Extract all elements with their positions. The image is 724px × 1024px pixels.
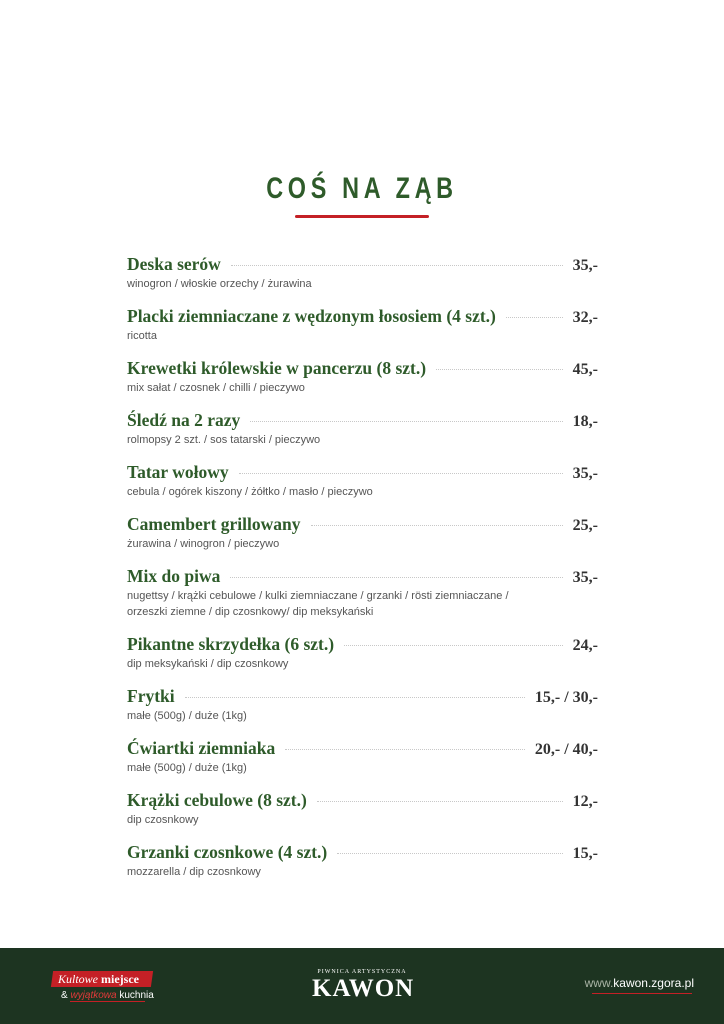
item-name: Deska serów [127,254,221,274]
item-name: Placki ziemniaczane z wędzonym łososiem (4 szt.) [127,306,496,326]
item-name: Krążki cebulowe (8 szt.) [127,790,307,810]
menu-item [127,634,598,672]
kawon-logo: KAWON [312,975,415,1002]
subtagline-amp: & [61,990,68,1001]
item-price: 18,- [572,413,598,430]
menu-item [127,566,598,620]
item-name: Grzanki czosnkowe (4 szt.) [127,842,328,862]
item-description: mozzarella / dip czosnkowy [127,866,261,878]
page-title: COŚ NA ZĄB [266,172,458,205]
dot-leader [317,800,563,802]
dot-leader [230,576,562,578]
dot-leader [185,696,525,698]
item-description: nugettsy / krążki cebulowe / kulki ziemniaczane / grzanki / rösti ziemniaczane / orzeszki ziemne / dip czosnkowy/ dip meksykański [127,590,509,618]
website-link[interactable] [560,976,694,990]
item-price: 35,- [572,257,598,274]
item-price: 32,- [572,309,598,326]
dot-leader [506,316,563,318]
item-name: Mix do piwa [127,566,221,586]
item-description: mix sałat / czosnek / chilli / pieczywo [127,382,305,394]
tagline-italic: Kultowe [58,972,99,986]
title-underline [295,215,429,218]
dot-leader [436,368,563,370]
item-name: Frytki [127,686,175,706]
dot-leader [311,524,563,526]
item-price: 15,- [572,845,598,862]
website-underline [592,993,692,994]
item-price: 20,- / 40,- [534,741,598,758]
item-description: winogron / włoskie orzechy / żurawina [127,278,312,290]
item-name: Śledź na 2 razy [127,410,241,430]
menu-item [127,358,598,396]
website-domain: kawon.zgora.pl [613,976,694,990]
dot-leader [250,420,562,422]
item-price: 25,- [572,517,598,534]
menu-item [127,790,598,828]
subtagline-underline [70,1001,145,1002]
dot-leader [231,264,563,266]
menu-item [127,306,598,344]
dot-leader [285,748,525,750]
menu-item [127,410,598,448]
tagline-bold: miejsce [101,972,139,986]
item-price: 15,- / 30,- [534,689,598,706]
subtagline-red: wyjątkowa [70,990,117,1001]
menu-item [127,738,598,776]
item-price: 12,- [572,793,598,810]
menu-item [127,254,598,292]
item-description: dip czosnkowy [127,814,199,826]
item-name: Ćwiartki ziemniaka [127,738,276,758]
item-description: rolmopsy 2 szt. / sos tatarski / pieczywo [127,434,321,446]
item-name: Tatar wołowy [127,462,229,482]
website-prefix: www. [584,976,614,990]
item-name: Krewetki królewskie w pancerzu (8 szt.) [127,358,427,378]
item-name: Camembert grillowany [127,514,301,534]
item-price: 24,- [572,637,598,654]
menu-list [127,254,598,894]
item-description: dip meksykański / dip czosnkowy [127,658,289,670]
dot-leader [337,852,562,854]
menu-item [127,686,598,724]
item-price: 35,- [572,569,598,586]
item-price: 35,- [572,465,598,482]
item-description: małe (500g) / duże (1kg) [127,710,247,722]
menu-item [127,514,598,552]
logo-subtitle: PIWNICA ARTYSTYCZNA [317,969,407,975]
menu-item [127,462,598,500]
dot-leader [239,472,563,474]
tagline-text [58,971,158,987]
item-description: żurawina / winogron / pieczywo [127,538,280,550]
subtagline-rest: kuchnia [119,990,154,1001]
menu-item [127,842,598,880]
item-description: małe (500g) / duże (1kg) [127,762,247,774]
item-name: Pikantne skrzydełka (6 szt.) [127,634,335,654]
item-price: 45,- [572,361,598,378]
item-description: ricotta [127,330,157,342]
item-description: cebula / ogórek kiszony / żółtko / masło / pieczywo [127,486,373,498]
dot-leader [344,644,563,646]
